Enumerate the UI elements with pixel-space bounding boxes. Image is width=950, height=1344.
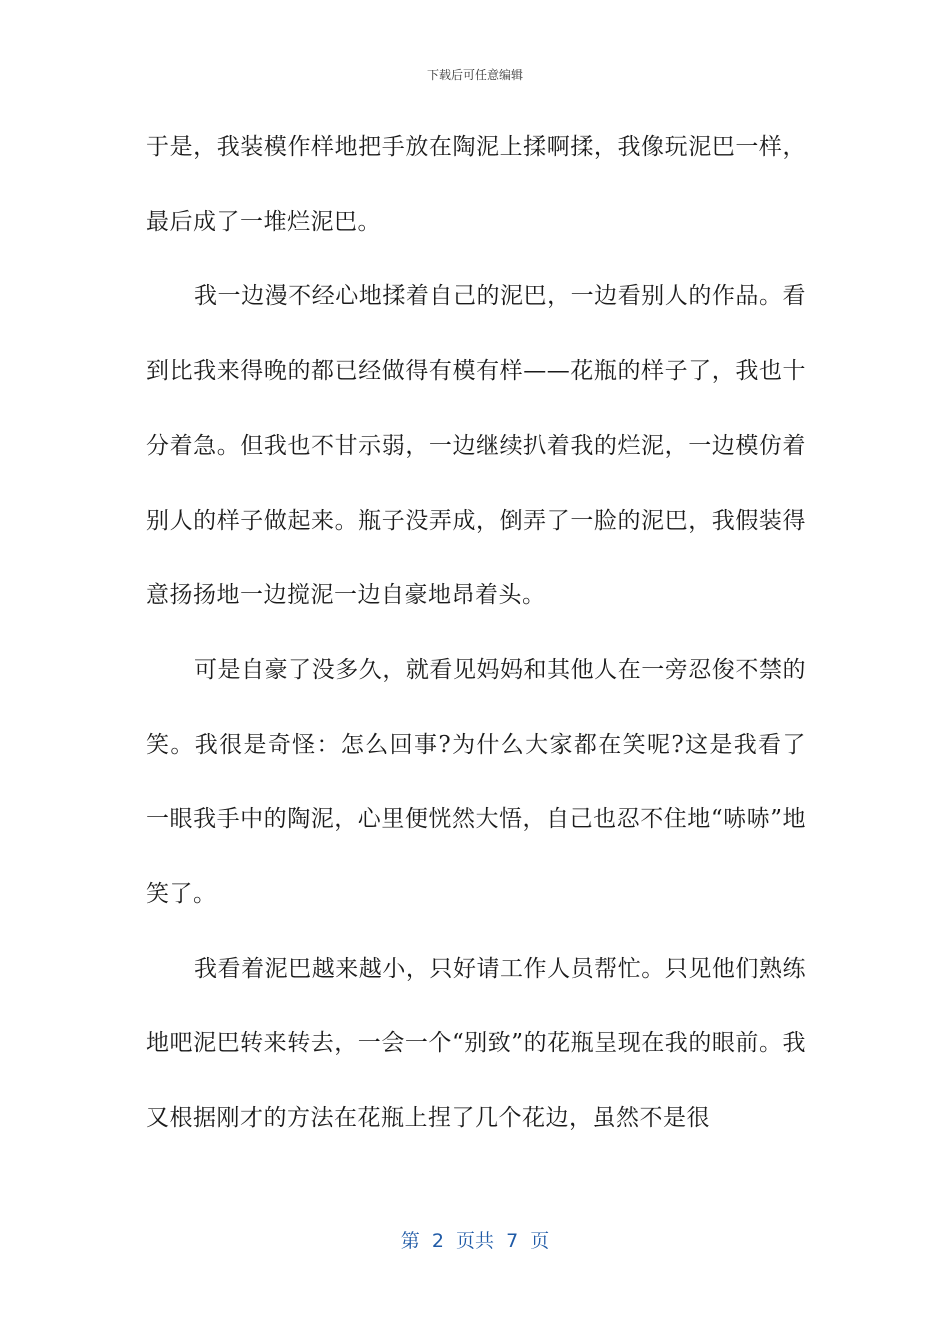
paragraph-2: 我一边漫不经心地揉着自己的泥巴，一边看别人的作品。看到比我来得晚的都已经做得有模有样——花瓶的样子了，我也十分着急。但我也不甘示弱，一边继续扒着我的烂泥，一边模仿着别人的样子做起来。瓶子没弄成，倒弄了一脸的泥巴，我假装得意扬扬地一边搅泥一边自豪地昂着头。	[146, 283, 806, 609]
body-text	[146, 110, 806, 1156]
paragraph-1: 于是，我装模作样地把手放在陶泥上揉啊揉，我像玩泥巴一样，最后成了一堆烂泥巴。	[146, 134, 806, 235]
paragraph-3: 可是自豪了没多久，就看见妈妈和其他人在一旁忍俊不禁的笑。我很是奇怪：怎么回事?为什么大家都在笑呢?这是我看了一眼我手中的陶泥，心里便恍然大悟，自己也忍不住地“哧哧”地笑了。	[146, 656, 806, 908]
header-note: 下载后可任意编辑	[426, 68, 523, 82]
paragraph-4: 我看着泥巴越来越小，只好请工作人员帮忙。只见他们熟练地吧泥巴转来转去，一会一个“别致”的花瓶呈现在我的眼前。我又根据刚才的方法在花瓶上捏了几个花边，虽然不是很	[146, 955, 806, 1132]
page-number-footer: 第 2 页共 7 页	[400, 1230, 550, 1252]
